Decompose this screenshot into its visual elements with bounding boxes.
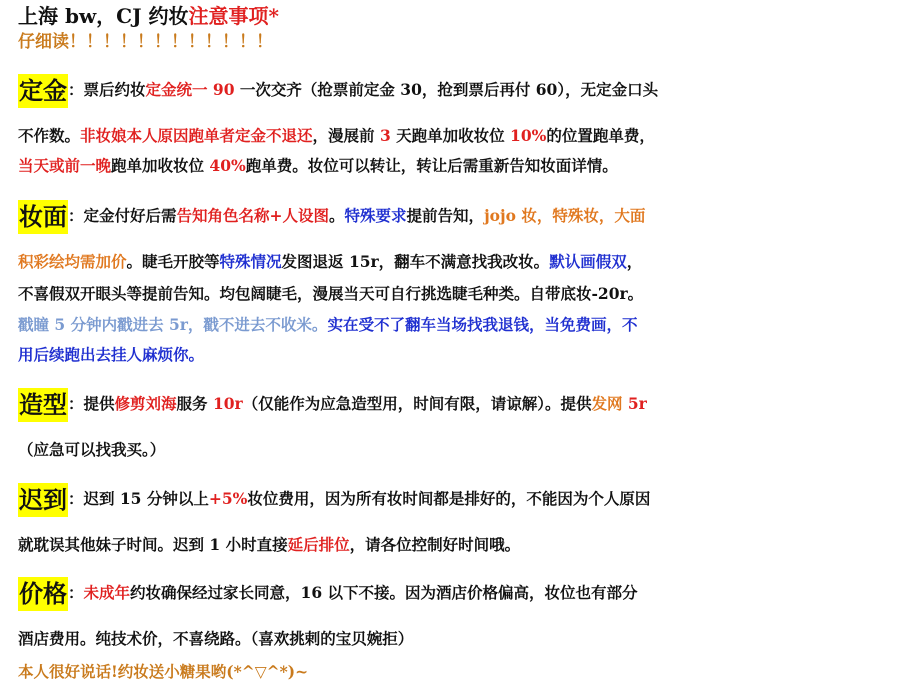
price-line-1: 价格：未成年约妆确保经过家长同意，16 以下不接。因为酒店价格偏高，妆位也有部分 [18, 577, 638, 611]
late-line-1: 迟到：迟到 15 分钟以上+5%妆位费用，因为所有妆时间都是排好的，不能因为个人原因 [18, 483, 650, 517]
deposit-line-2: 不作数。非妆娘本人原因跑单者定金不退还，漫展前 3 天跑单加收妆位 10%的位置跑单费， [18, 126, 655, 145]
price-heading: 价格 [18, 577, 68, 611]
page-title: 上海 bw，CJ 约妆注意事项* [18, 4, 279, 28]
document [18, 0, 888, 681]
makeup-heading: 妆面 [18, 200, 68, 234]
makeup-line-3: 不喜假双开眼头等提前告知。均包阔睫毛，漫展当天可自行挑选睫毛种类。自带底妆-20r。 [18, 284, 644, 303]
deposit-line-3: 当天或前一晚跑单加收妆位 40%跑单费。妆位可以转让，转让后需重新告知妆面详情。 [18, 156, 618, 175]
styling-heading: 造型 [18, 388, 68, 422]
page-subtitle: 仔细读！！！！！！！！！！！！ [18, 32, 273, 52]
makeup-line-5: 用后续跑出去挂人麻烦你。 [18, 345, 205, 364]
footer-note: 本人很好说话!约妆送小糖果哟(*^▽^*)~ [18, 662, 309, 681]
deposit-heading: 定金 [18, 74, 68, 108]
makeup-line-2: 积彩绘均需加价。睫毛开胶等特殊情况发图退返 15r，翻车不满意找我改妆。默认画假双， [18, 252, 643, 271]
price-line-2: 酒店费用。纯技术价，不喜绕路。（喜欢挑剌的宝贝婉拒） [18, 629, 414, 648]
deposit-line-1: 定金：票后约妆定金统一 90 一次交齐（抢票前定金 30，抢到票后再付 60），无定金口头 [18, 74, 658, 108]
styling-line-1: 造型：提供修剪刘海服务 10r（仅能作为应急造型用，时间有限，请谅解）。提供发网 5r [18, 388, 647, 422]
makeup-line-4: 戳瞳 5 分钟内戳进去 5r，戳不进去不收米。实在受不了翻车当场找我退钱，当免费画，不 [18, 315, 638, 334]
late-line-2: 就耽误其他妹子时间。迟到 1 小时直接延后排位，请各位控制好时间哦。 [18, 535, 521, 554]
makeup-line-1: 妆面：定金付好后需告知角色名称+人设图。特殊要求提前告知，jojo 妆，特殊妆，大面 [18, 200, 645, 234]
styling-line-2: （应急可以找我买。） [18, 440, 166, 459]
late-heading: 迟到 [18, 483, 68, 517]
